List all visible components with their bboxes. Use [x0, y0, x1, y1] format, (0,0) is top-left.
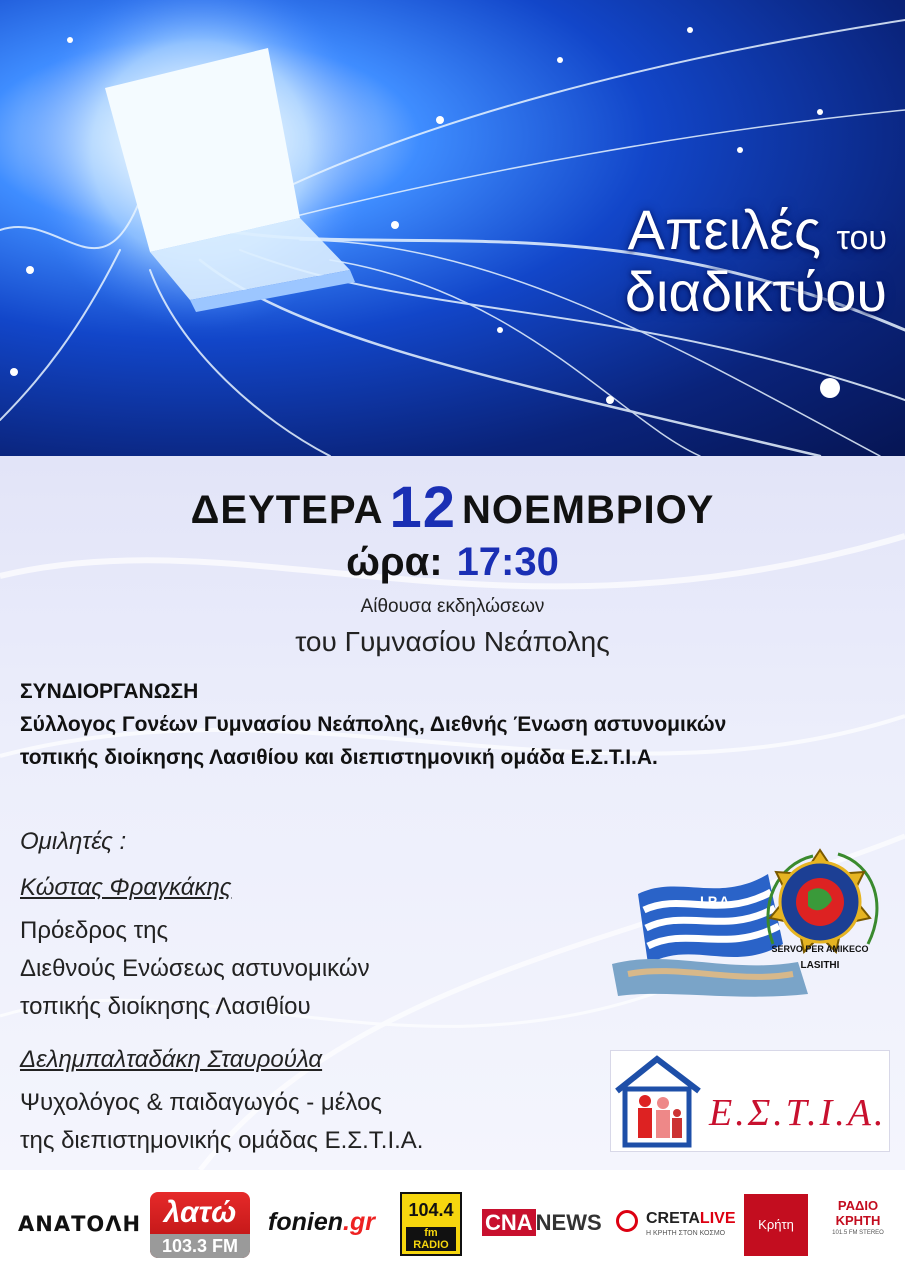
house-family-icon	[611, 1051, 707, 1151]
hero-title	[624, 198, 887, 323]
sponsor-kriti-tv-logo: Κρήτη	[744, 1194, 808, 1256]
speaker2-role: Ψυχολόγος & παιδαγωγός - μέλος της διεπιστημονικής ομάδας Ε.Σ.Τ.Ι.Α.	[20, 1089, 424, 1154]
content-area	[0, 456, 905, 1170]
coorganization-heading: ΣΥΝΔΙΟΡΓΑΝΩΣΗ	[20, 680, 199, 703]
venue-line1: Αίθουσα εκδηλώσεων	[360, 596, 545, 617]
coorganization-text: Σύλλογος Γονέων Γυμνασίου Νεάπολης, Διεθνής Ένωση αστυνομικών τοπικής διοίκησης Λασιθίου και διεπιστημονική ομάδα Ε.Σ.Τ.Ι.Α.	[20, 713, 727, 769]
event-time: ώρα: 17:30	[346, 540, 559, 584]
sponsor-radiokriti-logo: ΡΑΔΙΟ ΚΡΗΤΗ 101.5 FM STEREO	[832, 1198, 884, 1236]
venue-line2: του Γυμνασίου Νεάπολης	[295, 626, 610, 657]
sponsor-bar: ΑΝΑΤΟΛΗ λατώ 103.3 FM fonien.gr 104.4 fm RADIO CNA NEWS CRETALIVE Η ΚΡΗΤΗ ΣΤΟΝ ΚΟΣΜΟ Κρήτη ΡΑΔΙΟ ΚΡΗΤΗ 101.5 FM STEREO	[0, 1170, 905, 1280]
hero-image	[0, 0, 905, 456]
hero-title-line1: Απειλές του	[627, 198, 887, 261]
event-date: ΔΕΥΤΕΡΑ 12 ΝΟΕΜΒΡΙΟΥ	[190, 475, 715, 540]
cretalive-ring-icon	[616, 1210, 638, 1232]
svg-text:LASITHI: LASITHI	[800, 960, 840, 971]
sponsor-fonien-logo: fonien.gr	[268, 1208, 375, 1236]
estia-logo-text: Ε.Σ.Τ.Ι.Α.	[709, 1092, 887, 1134]
ipa-lasithi-logo	[608, 844, 894, 1004]
speaker1-name: Κώστας Φραγκάκης	[20, 874, 232, 901]
svg-text:I.P.A.: I.P.A.	[700, 893, 734, 909]
estia-logo	[610, 1050, 890, 1152]
speakers-heading: Ομιλητές :	[20, 828, 127, 855]
svg-text:SERVO PER AMIKECO: SERVO PER AMIKECO	[771, 944, 869, 954]
sponsor-anatoli-logo: ΑΝΑΤΟΛΗ	[18, 1212, 142, 1236]
speaker2-name: Δελημπαλταδάκη Σταυρούλα	[20, 1046, 323, 1073]
sponsor-lato-logo: λατώ 103.3 FM	[150, 1192, 250, 1258]
speaker1-role: Πρόεδρος της Διεθνούς Ενώσεως αστυνομικών τοπικής διοίκησης Λασιθίου	[20, 917, 370, 1020]
hero-title-line2: διαδικτύου	[624, 260, 887, 323]
sponsor-radio1044-logo: 104.4 fm RADIO	[400, 1192, 462, 1256]
sponsor-cnanews-logo: CNA NEWS	[482, 1210, 602, 1236]
